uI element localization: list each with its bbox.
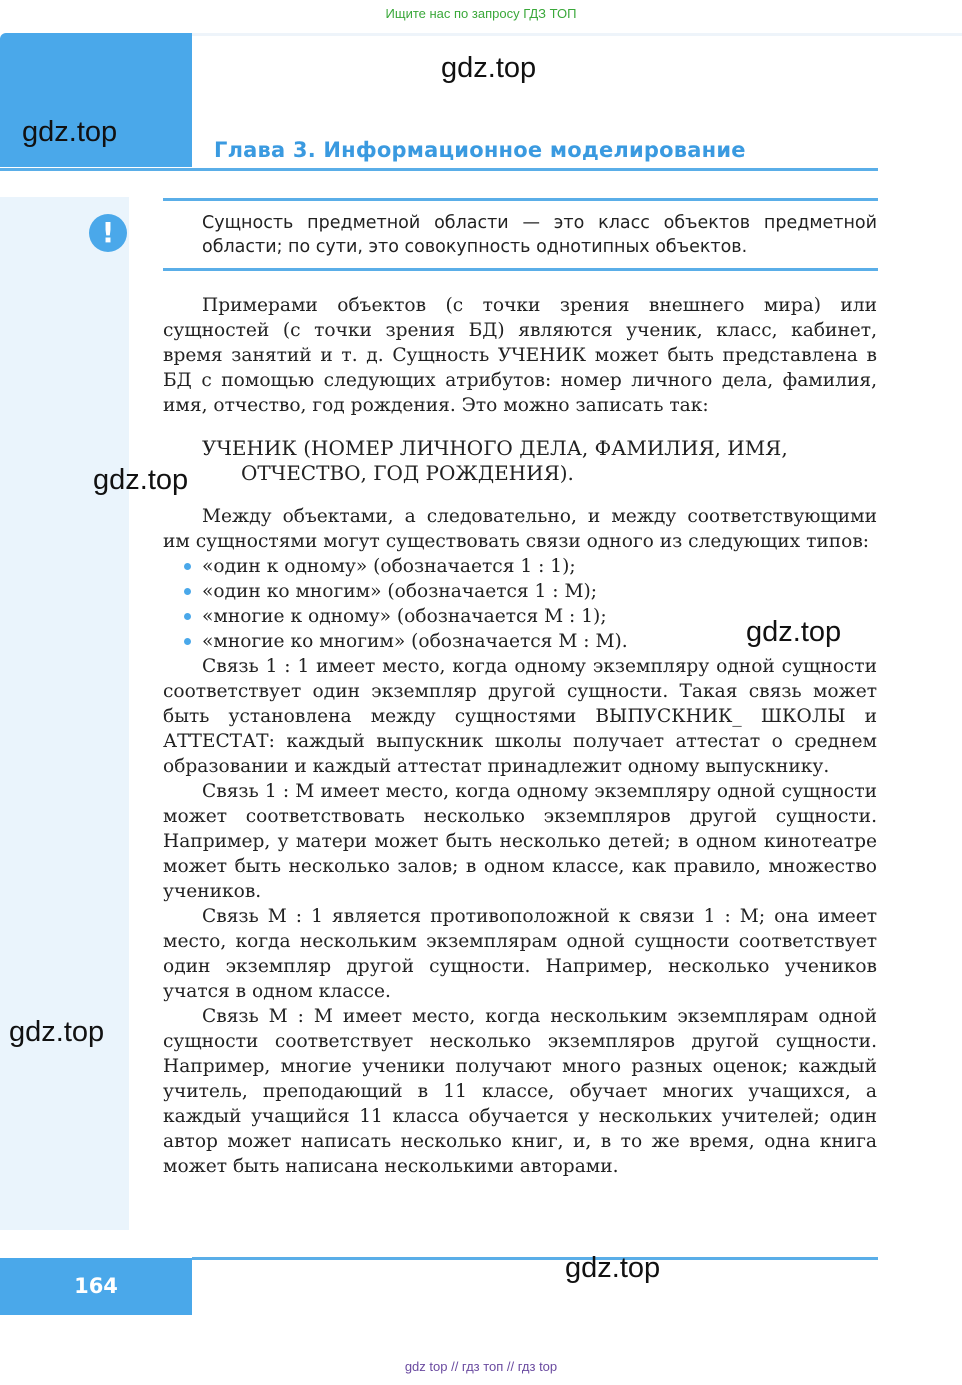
paragraph-1: Примерами объектов (с точки зрения внешнего мира) или сущностей (с точки зрения БД) являются ученик, класс, кабинет, время занятий и т. д. Сущность УЧЕНИК может быть представлена в БД с помощью следующих атрибутов: номер личного дела, фамилия, имя, отчество, год рождения. Это можно записать так:: [163, 295, 877, 416]
watermark: gdz.top: [565, 1252, 661, 1284]
formula-line-1: УЧЕНИК (НОМЕР ЛИЧНОГО ДЕЛА, ФАМИЛИЯ, ИМЯ,: [202, 436, 788, 460]
list-item: «один ко многим» (обозначается 1 : М);: [163, 579, 877, 604]
list-item: «многие к одному» (обозначается М : 1);: [163, 604, 877, 629]
side-margin-strip: [0, 197, 129, 1230]
footer-rule: [192, 1257, 878, 1260]
chapter-divider: [0, 168, 878, 171]
definition-note: Сущность предметной области — это класс объектов предметной области; по сути, это совокупность однотипных объектов.: [202, 213, 877, 257]
note-bottom-rule: [163, 268, 878, 271]
note-top-rule: [163, 198, 878, 201]
header-strip: [192, 33, 962, 36]
main-text: [163, 504, 877, 1179]
bottom-links[interactable]: gdz top // гдз топ // гдз top: [404, 1359, 558, 1374]
paragraph-6: Связь М : М имеет место, когда нескольким экземплярам одной сущности соответствует несколько экземпляров другой сущности. Например, многие ученики получают много разных оценок; каждый учитель, преподающий в 11 классе, обучает многих учащихся, а каждый учащийся 11 класса обучается у нескольких учителей; один автор может написать несколько книг, и, в то же время, одна книга может быть написана несколькими авторами.: [163, 1006, 877, 1177]
paragraph-5: Связь М : 1 является противоположной к связи 1 : М; она имеет место, когда нескольким экземплярам одной сущности соответствует один экземпляр другой сущности. Например, несколько учеников учатся в одном классе.: [163, 906, 877, 1002]
top-banner[interactable]: Ищите нас по запросу ГДЗ ТОП: [385, 6, 577, 21]
formula-line-2: ОТЧЕСТВО, ГОД РОЖДЕНИЯ).: [241, 461, 574, 485]
exclamation-icon: !: [89, 214, 127, 252]
list-item: «один к одному» (обозначается 1 : 1);: [163, 554, 877, 579]
watermark: gdz.top: [9, 1016, 105, 1048]
paragraph: [163, 293, 877, 418]
paragraph-3: Связь 1 : 1 имеет место, когда одному экземпляру одной сущности соответствует один экземпляр другой сущности. Такая связь может быть установлена между сущностями ВЫПУСКНИК_ ШКОЛЫ и АТТЕСТАТ: каждый выпускник школы получает аттестат о среднем образовании и каждый аттестат принадлежит одному выпускнику.: [163, 656, 877, 777]
watermark: gdz.top: [746, 616, 842, 648]
chapter-title: Глава 3. Информационное моделирование: [214, 138, 746, 162]
watermark: gdz.top: [22, 116, 118, 148]
watermark: gdz.top: [93, 464, 189, 496]
paragraph-4: Связь 1 : М имеет место, когда одному экземпляру одной сущности может соответствовать несколько экземпляров другой сущности. Например, у матери может быть несколько детей; в одном кинотеатре может быть несколько залов; в одном классе, как правило, множество учеников.: [163, 781, 877, 902]
entity-formula: [202, 436, 902, 486]
page-number: 164: [0, 1258, 192, 1315]
paragraph-2: Между объектами, а следовательно, и между соответствующими им сущностями могут существовать связи одного из следующих типов:: [163, 506, 877, 552]
watermark: gdz.top: [441, 52, 537, 84]
list-item: «многие ко многим» (обозначается М : М).: [163, 629, 877, 654]
